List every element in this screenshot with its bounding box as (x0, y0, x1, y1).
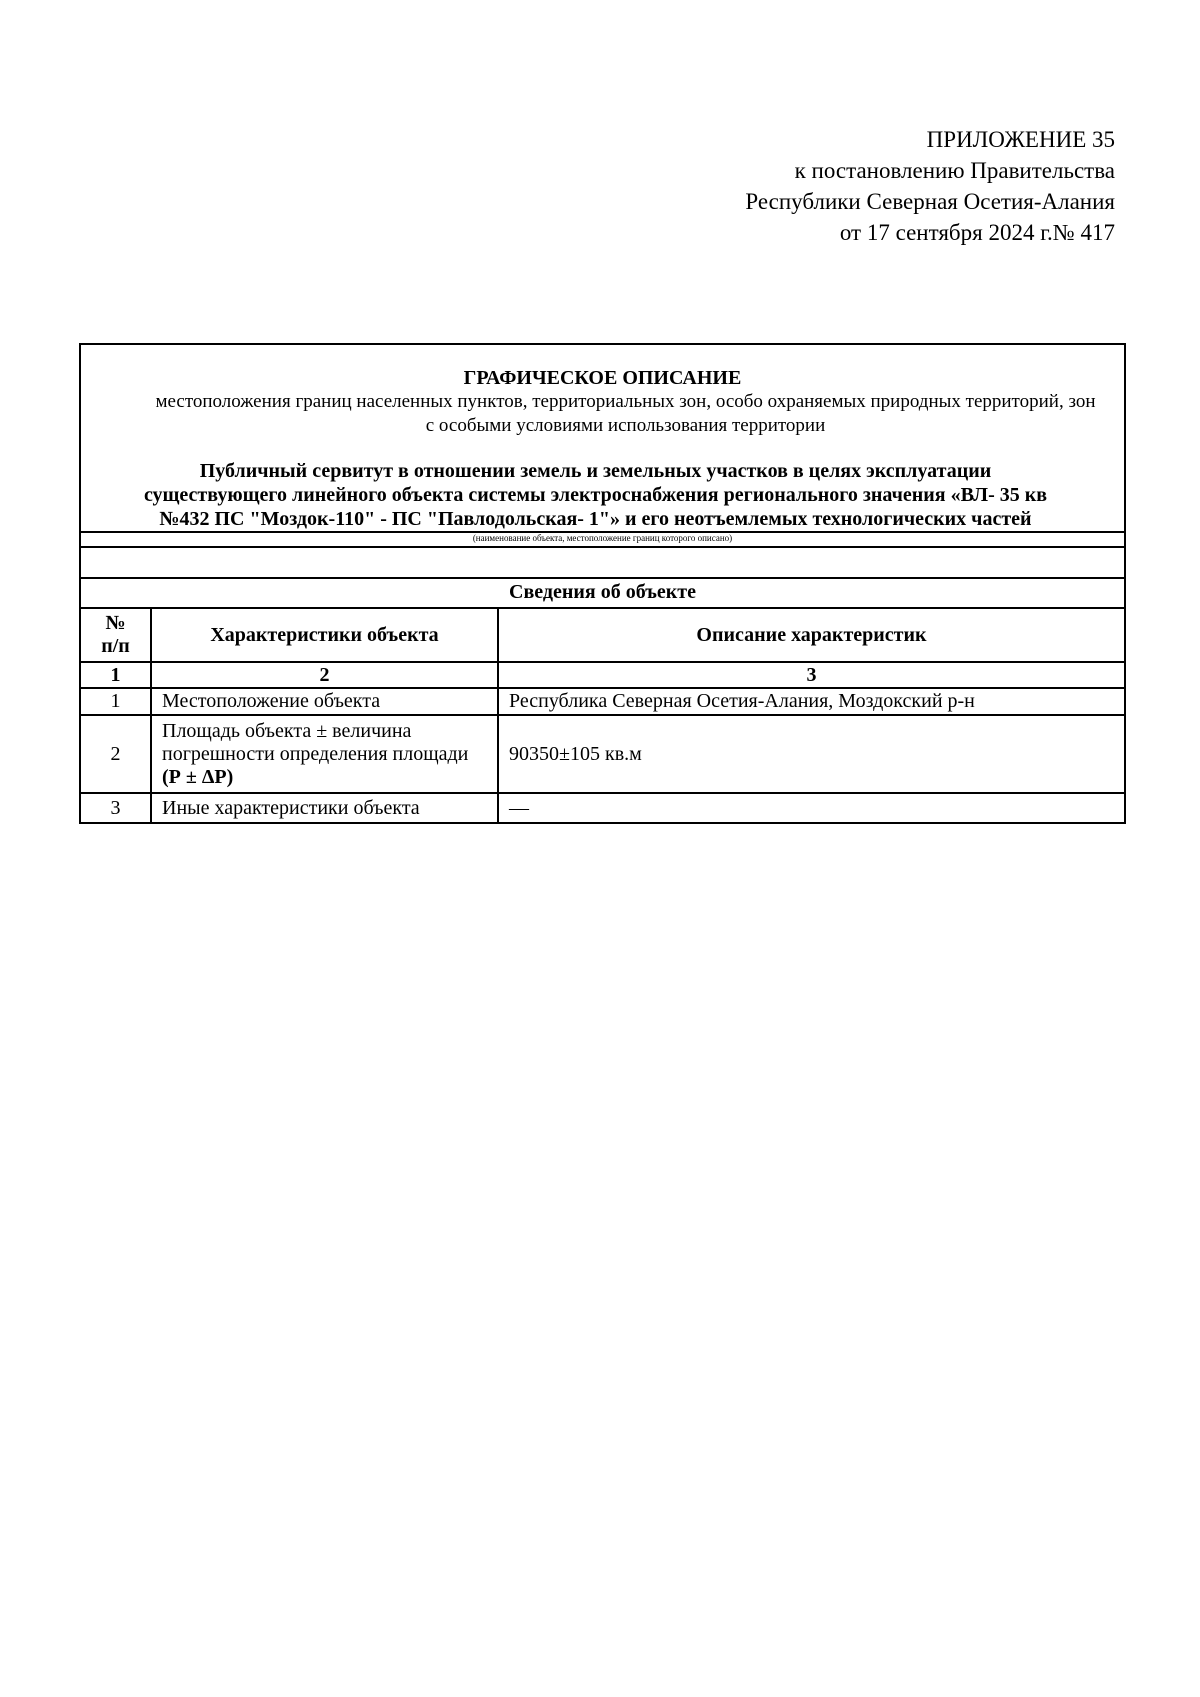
header-cell-description: Описание характеристик (498, 608, 1124, 662)
column-number: 1 (81, 662, 151, 688)
appendix-number: ПРИЛОЖЕНИЕ 35 (926, 127, 1115, 152)
row-characteristic: Иные характеристики объекта (151, 793, 498, 823)
column-number-row (81, 662, 1124, 688)
appendix-republic: Республики Северная Осетия-Алания (745, 189, 1115, 214)
row-value: — (498, 793, 1124, 823)
header-cell-characteristics: Характеристики объекта (151, 608, 498, 662)
row-characteristic-text: Площадь объекта ± величина погрешности определения площади (162, 720, 469, 765)
column-number: 3 (498, 662, 1124, 688)
column-number: 2 (151, 662, 498, 688)
header-number-sign: № (105, 612, 126, 634)
row-characteristic (151, 715, 498, 793)
object-name: Публичный сервитут в отношении земель и земельных участков в целях эксплуатации существующего линейного объекта системы электроснабжения регионального значения «ВЛ- 35 кв №432 ПС "Моздок-110" - ПС "Павлодольская- 1"» и его неотъемлемых технологических частей (143, 460, 1048, 530)
row-number: 3 (81, 793, 151, 823)
appendix-date: от 17 сентября 2024 г.№ 417 (839, 220, 1115, 245)
table-row (81, 688, 1124, 715)
appendix-header (745, 124, 1115, 248)
header-cell-number (81, 608, 151, 662)
header-number-label: п/п (101, 635, 130, 657)
row-value: Республика Северная Осетия-Алания, Моздокский р-н (498, 688, 1124, 715)
row-characteristic: Местоположение объекта (151, 688, 498, 715)
table-row (81, 793, 1124, 823)
table-row (81, 715, 1124, 793)
empty-row (81, 546, 1124, 577)
section-title: Сведения об объекте (81, 577, 1124, 607)
description-frame (79, 343, 1126, 824)
title-block (81, 345, 1124, 531)
row-number: 2 (81, 715, 151, 793)
appendix-reference: к постановлению Правительства (794, 158, 1115, 183)
row-value: 90350±105 кв.м (498, 715, 1124, 793)
row-number: 1 (81, 688, 151, 715)
document-title: ГРАФИЧЕСКОЕ ОПИСАНИЕ (463, 367, 742, 389)
object-caption: (наименование объекта, местоположение границ которого описано) (81, 531, 1124, 546)
table-header-row (81, 608, 1124, 662)
object-info-table (81, 607, 1124, 824)
row-characteristic-formula: (Р ± ΔР) (162, 766, 234, 788)
document-subtitle: местоположения границ населенных пунктов, территориальных зон, особо охраняемых природных территорий, зон с особыми условиями использования территории (155, 391, 1096, 436)
